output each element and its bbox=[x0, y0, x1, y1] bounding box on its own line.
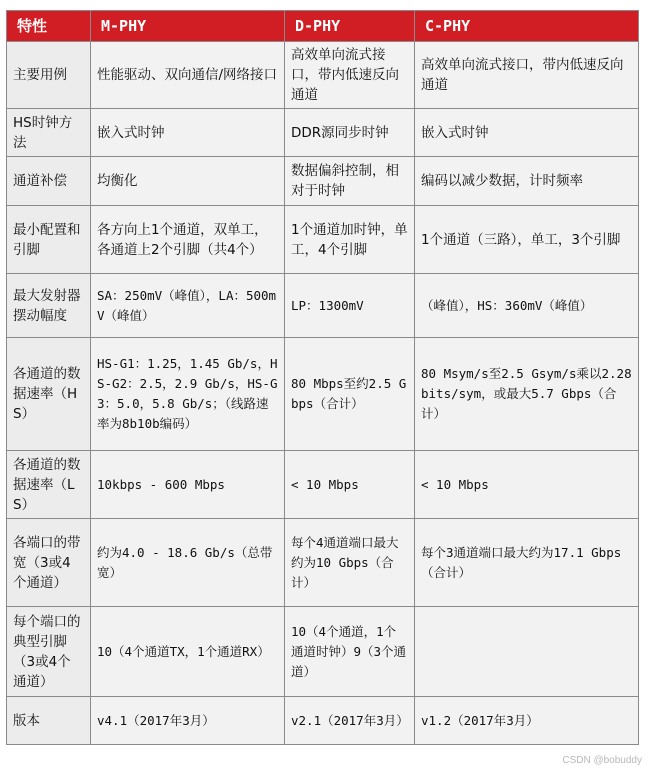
header-m-phy: M-PHY bbox=[91, 11, 285, 42]
table-row bbox=[7, 109, 639, 157]
d-phy-cell: v2.1（2017年3月） bbox=[285, 697, 415, 745]
m-phy-cell: 性能驱动、双向通信/网络接口 bbox=[91, 42, 285, 109]
c-phy-cell: 嵌入式时钟 bbox=[415, 109, 639, 157]
m-phy-cell: 各方向上1个通道，双单工，各通道上2个引脚（共4个） bbox=[91, 206, 285, 274]
table-row bbox=[7, 451, 639, 519]
m-phy-cell: 10kbps - 600 Mbps bbox=[91, 451, 285, 519]
watermark: CSDN @bobuddy bbox=[562, 755, 642, 766]
header-row bbox=[7, 11, 639, 42]
table-row bbox=[7, 274, 639, 338]
d-phy-cell: DDR源同步时钟 bbox=[285, 109, 415, 157]
row-label: 各通道的数据速率（LS） bbox=[7, 451, 91, 519]
c-phy-cell: < 10 Mbps bbox=[415, 451, 639, 519]
d-phy-cell: 高效单向流式接口，带内低速反向通道 bbox=[285, 42, 415, 109]
m-phy-cell: 约为4.0 - 18.6 Gb/s（总带宽） bbox=[91, 519, 285, 607]
c-phy-cell: 编码以减少数据，计时频率 bbox=[415, 157, 639, 206]
d-phy-cell: < 10 Mbps bbox=[285, 451, 415, 519]
phy-comparison-table bbox=[6, 10, 639, 745]
d-phy-cell: 数据偏斜控制，相对于时钟 bbox=[285, 157, 415, 206]
m-phy-cell: 均衡化 bbox=[91, 157, 285, 206]
table-row bbox=[7, 206, 639, 274]
row-label: 最大发射器摆动幅度 bbox=[7, 274, 91, 338]
d-phy-cell: LP：1300mV bbox=[285, 274, 415, 338]
c-phy-cell: （峰值），HS：360mV（峰值） bbox=[415, 274, 639, 338]
row-label: 各端口的带宽（3或4个通道） bbox=[7, 519, 91, 607]
d-phy-cell: 每个4通道端口最大约为10 Gbps（合计） bbox=[285, 519, 415, 607]
d-phy-cell: 10（4个通道，1个通道时钟）9（3个通道） bbox=[285, 607, 415, 697]
table-row bbox=[7, 42, 639, 109]
row-label: HS时钟方法 bbox=[7, 109, 91, 157]
row-label: 版本 bbox=[7, 697, 91, 745]
header-d-phy: D-PHY bbox=[285, 11, 415, 42]
c-phy-cell bbox=[415, 607, 639, 697]
c-phy-cell: 1个通道（三路），单工，3个引脚 bbox=[415, 206, 639, 274]
table-row bbox=[7, 697, 639, 745]
m-phy-cell: v4.1（2017年3月） bbox=[91, 697, 285, 745]
table-row bbox=[7, 607, 639, 697]
header-feature: 特性 bbox=[7, 11, 91, 42]
table-row bbox=[7, 157, 639, 206]
row-label: 每个端口的典型引脚（3或4个通道） bbox=[7, 607, 91, 697]
c-phy-cell: 高效单向流式接口，带内低速反向通道 bbox=[415, 42, 639, 109]
row-label: 各通道的数据速率（HS） bbox=[7, 338, 91, 451]
row-label: 最小配置和引脚 bbox=[7, 206, 91, 274]
table-row bbox=[7, 338, 639, 451]
d-phy-cell: 80 Mbps至约2.5 Gbps（合计） bbox=[285, 338, 415, 451]
d-phy-cell: 1个通道加时钟，单工，4个引脚 bbox=[285, 206, 415, 274]
row-label: 主要用例 bbox=[7, 42, 91, 109]
m-phy-cell: HS-G1：1.25，1.45 Gb/s，HS-G2：2.5，2.9 Gb/s，HS-G3：5.0，5.8 Gb/s；（线路速率为8b10b编码） bbox=[91, 338, 285, 451]
m-phy-cell: 嵌入式时钟 bbox=[91, 109, 285, 157]
table-row bbox=[7, 519, 639, 607]
row-label: 通道补偿 bbox=[7, 157, 91, 206]
header-c-phy: C-PHY bbox=[415, 11, 639, 42]
m-phy-cell: SA：250mV（峰值），LA：500mV（峰值） bbox=[91, 274, 285, 338]
c-phy-cell: 每个3通道端口最大约为17.1 Gbps（合计） bbox=[415, 519, 639, 607]
c-phy-cell: v1.2（2017年3月） bbox=[415, 697, 639, 745]
c-phy-cell: 80 Msym/s至2.5 Gsym/s乘以2.28 bits/sym，或最大5.7 Gbps（合计） bbox=[415, 338, 639, 451]
m-phy-cell: 10（4个通道TX，1个通道RX） bbox=[91, 607, 285, 697]
